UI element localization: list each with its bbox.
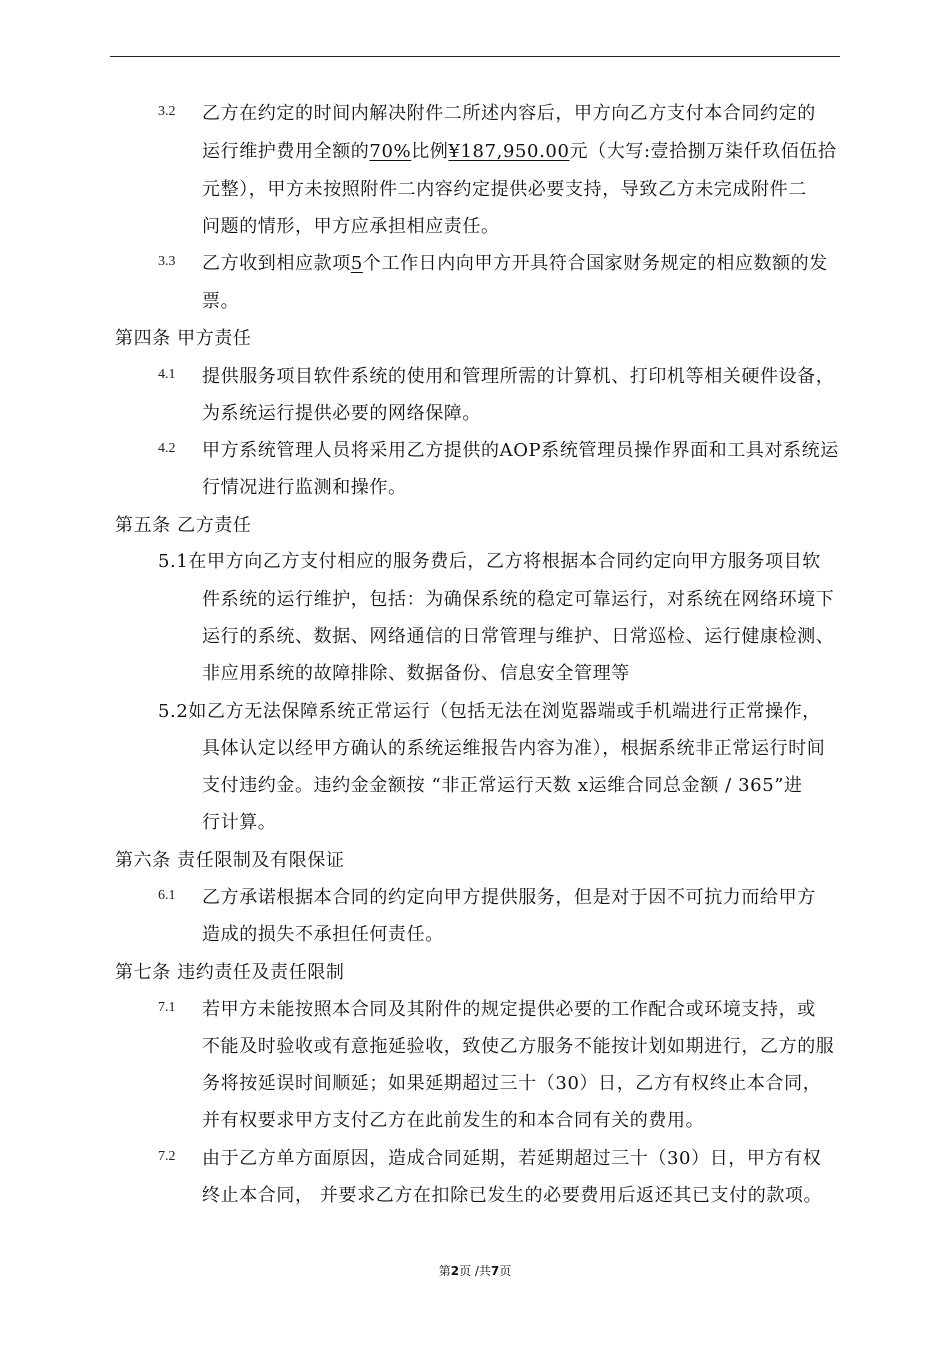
percent-value: 70% <box>369 141 412 162</box>
article-4-heading: 第四条 甲方责任 <box>115 328 252 349</box>
clause-line: 运行的系统、数据、网络通信的日常管理与维护、日常巡检、运行健康检测、 <box>202 626 835 647</box>
text: 元（大写:壹拾捌万柒仟玖佰伍拾 <box>569 141 837 162</box>
clause-line: 乙方在约定的时间内解决附件二所述内容后，甲方向乙方支付本合同约定的 <box>202 103 816 124</box>
clause-line: 件系统的运行维护，包括：为确保系统的稳定可靠运行，对系统在网络环境下 <box>202 589 835 610</box>
clause-line: 行情况进行监测和操作。 <box>202 477 407 498</box>
article-6-heading: 第六条 责任限制及有限保证 <box>115 850 345 871</box>
text: 运行维护费用全额的 <box>202 141 370 162</box>
clause-number: 3.3 <box>158 254 176 269</box>
clause-number: 4.2 <box>158 441 176 456</box>
amount-value: ¥187,950.00 <box>448 141 570 162</box>
clause-line: 元整），甲方未按照附件二内容约定提供必要支持，导致乙方未完成附件二 <box>202 179 807 200</box>
text: 第 <box>438 1264 451 1278</box>
clause-number: 7.2 <box>158 1149 176 1164</box>
clause-line: 票。 <box>202 291 240 312</box>
clause-line: 问题的情形，甲方应承担相应责任。 <box>202 216 500 237</box>
header-rule <box>110 56 840 57</box>
clause-line <box>202 137 837 163</box>
clause-line: 造成的损失不承担任何责任。 <box>202 924 444 945</box>
clause-line: 甲方系统管理人员将采用乙方提供的AOP系统管理员操作界面和工具对系统运 <box>202 440 839 461</box>
clause-line: 终止本合同， 并要求乙方在扣除已发生的必要费用后返还其已支付的款项。 <box>202 1185 823 1206</box>
clause-line: 5.1在甲方向乙方支付相应的服务费后，乙方将根据本合同约定向甲方服务项目软 <box>158 551 821 572</box>
article-7-heading: 第七条 违约责任及责任限制 <box>115 962 345 983</box>
clause-number: 4.1 <box>158 367 176 382</box>
clause-line: 乙方承诺根据本合同的约定向甲方提供服务，但是对于因不可抗力而给甲方 <box>202 887 816 908</box>
clause-line: 5.2如乙方无法保障系统正常运行（包括无法在浏览器端或手机端进行正常操作， <box>158 701 821 722</box>
page-total: 7 <box>490 1264 500 1278</box>
clause-line: 若甲方未能按照本合同及其附件的规定提供必要的工作配合或环境支持，或 <box>202 999 816 1020</box>
text: 比例 <box>411 141 449 162</box>
clause-line: 非应用系统的故障排除、数据备份、信息安全管理等 <box>202 663 630 684</box>
clause-line: 为系统运行提供必要的网络保障。 <box>202 403 481 424</box>
clause-line: 行计算。 <box>202 812 277 833</box>
clause-line: 具体认定以经甲方确认的系统运维报告内容为准），根据系统非正常运行时间 <box>202 738 826 759</box>
clause-line: 务将按延误时间顺延；如果延期超过三十（30）日，乙方有权终止本合同， <box>202 1073 822 1094</box>
clause-number: 6.1 <box>158 888 176 903</box>
page-number: 2 <box>450 1264 460 1278</box>
clause-line: 支付违约金。违约金金额按 “非正常运行天数 x运维合同总金额 / 365”进 <box>202 775 803 796</box>
text: 乙方收到相应款项 <box>202 253 351 274</box>
text: 个工作日内向甲方开具符合国家财务规定的相应数额的发 <box>362 253 828 274</box>
text: 页 /共 <box>459 1264 491 1278</box>
clause-number: 3.2 <box>158 104 176 119</box>
days-value: 5 <box>350 253 363 274</box>
clause-line: 由于乙方单方面原因，造成合同延期，若延期超过三十（30）日，甲方有权 <box>202 1148 822 1169</box>
article-5-heading: 第五条 乙方责任 <box>115 515 252 536</box>
text: 页 <box>499 1264 512 1278</box>
clause-line: 不能及时验收或有意拖延验收，致使乙方服务不能按计划如期进行，乙方的服 <box>202 1036 835 1057</box>
clause-number: 7.1 <box>158 1000 176 1015</box>
clause-line <box>202 249 828 275</box>
page-footer <box>0 1262 950 1279</box>
clause-line: 提供服务项目软件系统的使用和管理所需的计算机、打印机等相关硬件设备， <box>202 366 835 387</box>
clause-line: 并有权要求甲方支付乙方在此前发生的和本合同有关的费用。 <box>202 1110 705 1131</box>
